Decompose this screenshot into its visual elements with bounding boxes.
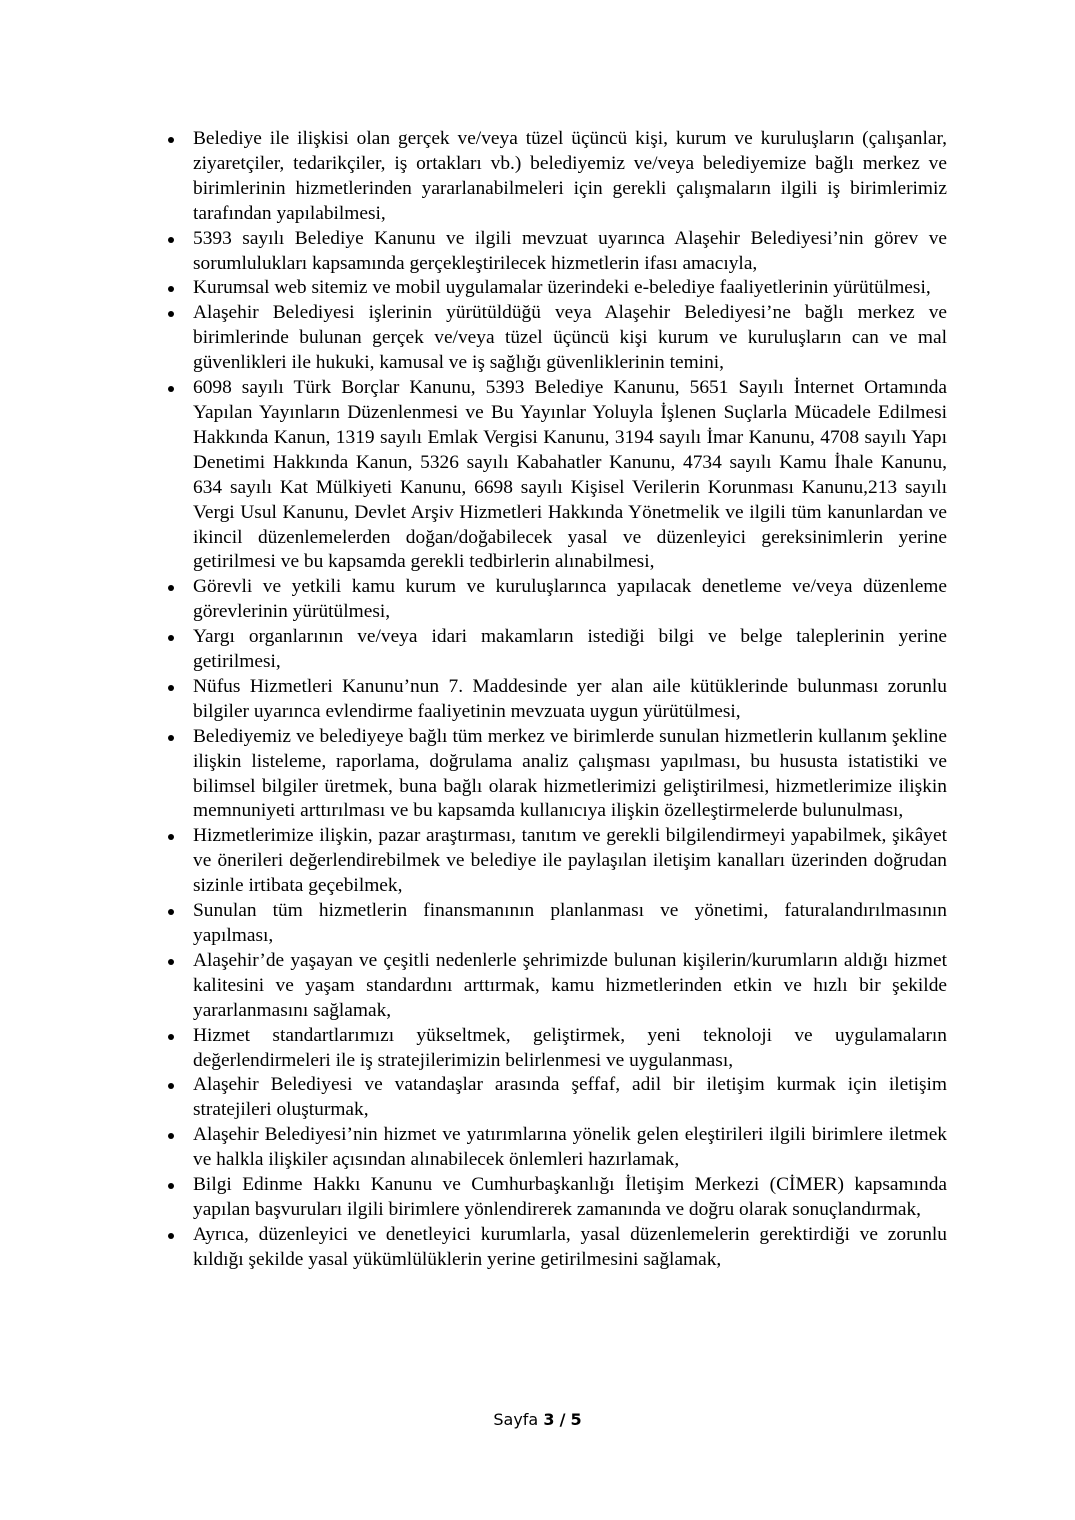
page-separator: /: [559, 1410, 566, 1429]
list-item: Yargı organlarının ve/veya idari makamların istediği bilgi ve belge taleplerinin yerine getirilmesi,: [166, 625, 947, 675]
list-item: Alaşehir’de yaşayan ve çeşitli nedenlerle şehrimizde bulunan kişilerin/kurumların aldığı hizmet kalitesini ve yaşam standardını arttırmak, kamu hizmetlerinden etkin ve hızlı bir şekilde yararlanmasını sağlamak,: [166, 949, 947, 1024]
list-item: Sunulan tüm hizmetlerin finansmanının planlanması ve yönetimi, faturalandırılmasının yapılması,: [166, 899, 947, 949]
list-item: Ayrıca, düzenleyici ve denetleyici kurumlarla, yasal düzenlemelerin gerektirdiği ve zorunlu kıldığı şekilde yasal yükümlülüklerin yerine getirilmesini sağlamak,: [166, 1223, 947, 1273]
list-item: Belediye ile ilişkisi olan gerçek ve/veya tüzel üçüncü kişi, kurum ve kuruluşların (çalışanlar, ziyaretçiler, tedarikçiler, iş ortakları vb.) belediyemiz ve/veya belediyemize bağlı merkez ve birimlerinin hizmetlerinden yararlanabilmeleri için gerekli çalışmaların ilgili iş birimlerimiz tarafından yapılabilmesi,: [166, 127, 947, 227]
list-item: 5393 sayılı Belediye Kanunu ve ilgili mevzuat uyarınca Alaşehir Belediyesi’nin görev ve sorumlulukları kapsamında gerçekleştirilecek hizmetlerin ifası amacıyla,: [166, 227, 947, 277]
total-pages-number: 5: [570, 1410, 582, 1429]
list-item: Bilgi Edinme Hakkı Kanunu ve Cumhurbaşkanlığı İletişim Merkezi (CİMER) kapsamında yapılan başvuruları ilgili birimlere yönlendirerek zamanında ve doğru olarak sonuçlandırmak,: [166, 1173, 947, 1223]
list-item: Belediyemiz ve belediyeye bağlı tüm merkez ve birimlerde sunulan hizmetlerin kullanım şekline ilişkin listeleme, raporlama, doğrulama analiz çalışması yapılması, bu hususta istatistiki ve bilimsel bilgiler üretmek, buna bağlı olarak hizmetlerimizi geliştirilmesi, hizmetlerimize ilişkin memnuniyeti arttırılması ve bu kapsamda kullanıcıya ilişkin özelleştirmelerde bulunulması,: [166, 725, 947, 825]
list-item: 6098 sayılı Türk Borçlar Kanunu, 5393 Belediye Kanunu, 5651 Sayılı İnternet Ortamında Yapılan Yayınların Düzenlenmesi ve Bu Yayınlar Yoluyla İşlenen Suçlarla Mücadele Edilmesi Hakkında Kanun, 1319 sayılı Emlak Vergisi Kanunu, 3194 sayılı İmar Kanunu, 4708 sayılı Yapı Denetimi Hakkında Kanun, 5326 sayılı Kabahatler Kanunu, 4734 sayılı Kamu İhale Kanunu, 634 sayılı Kat Mülkiyeti Kanunu, 6698 sayılı Kişisel Verilerin Korunması Kanunu,213 sayılı Vergi Usul Kanunu, Devlet Arşiv Hizmetleri Hakkında Yönetmelik ve ilgili tüm kanunlardan ve ikincil düzenlemelerden doğan/doğabilecek yasal ve düzenleyici gereksinimlerin yerine getirilmesi ve bu kapsamda gerekli tedbirlerin alınabilmesi,: [166, 376, 947, 575]
list-item: Nüfus Hizmetleri Kanunu’nun 7. Maddesinde yer alan aile kütüklerinde bulunması zorunlu bilgiler uyarınca evlendirme faaliyetinin mevzuata uygun yürütülmesi,: [166, 675, 947, 725]
purpose-bullet-list: [166, 127, 947, 1273]
list-item: Alaşehir Belediyesi işlerinin yürütüldüğü veya Alaşehir Belediyesi’ne bağlı merkez ve birimlerinde bulunan gerçek ve/veya tüzel üçüncü kişi kurum ve kuruluşların can ve mal güvenlikleri ile hukuki, kamusal ve iş sağlığı güvenliklerinin temini,: [166, 301, 947, 376]
list-item: Kurumsal web sitemiz ve mobil uygulamalar üzerindeki e-belediye faaliyetlerinin yürütülmesi,: [166, 276, 947, 301]
page-label: Sayfa: [493, 1410, 539, 1429]
list-item: Hizmetlerimize ilişkin, pazar araştırması, tanıtım ve gerekli bilgilendirmeyi yapabilmek, şikâyet ve önerileri değerlendirebilmek ve belediye ile paylaşılan iletişim kanalları üzerinden doğrudan sizinle irtibata geçebilmek,: [166, 824, 947, 899]
list-item: Hizmet standartlarımızı yükseltmek, geliştirmek, yeni teknoloji ve uygulamaların değerlendirmeleri ile iş stratejilerimizin belirlenmesi ve uygulanması,: [166, 1024, 947, 1074]
list-item: Alaşehir Belediyesi’nin hizmet ve yatırımlarına yönelik gelen eleştirileri ilgili birimlere iletmek ve halkla ilişkiler açısından alınabilecek önlemleri hazırlamak,: [166, 1123, 947, 1173]
list-item: Alaşehir Belediyesi ve vatandaşlar arasında şeffaf, adil bir iletişim kurmak için iletişim stratejileri oluşturmak,: [166, 1073, 947, 1123]
list-item: Görevli ve yetkili kamu kurum ve kuruluşlarınca yapılacak denetleme ve/veya düzenleme görevlerinin yürütülmesi,: [166, 575, 947, 625]
page-footer: [0, 1410, 1075, 1430]
current-page-number: 3: [543, 1410, 555, 1429]
